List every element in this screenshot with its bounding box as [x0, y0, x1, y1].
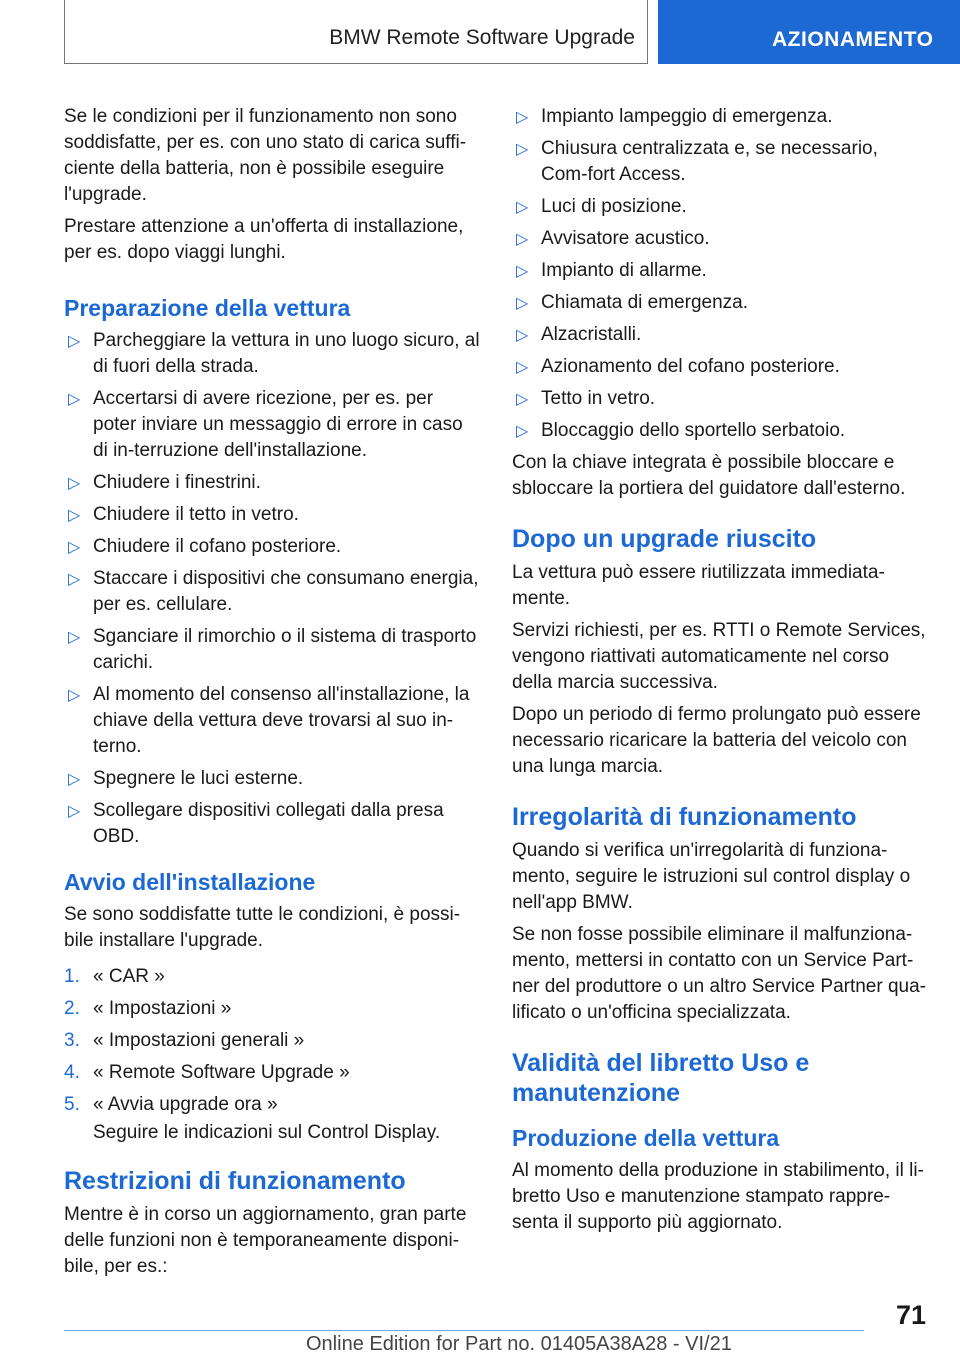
bullet-triangle-icon: ▷ — [68, 771, 81, 788]
list-item: ▷ Parcheggiare la vettura in uno luogo sicuro, al di fuori della strada. — [68, 330, 480, 377]
list-item: ▷ Chiudere il tetto in vetro. — [64, 502, 480, 528]
left-column — [64, 104, 480, 1286]
page-number: 71 — [896, 1300, 927, 1330]
section-tab — [658, 0, 960, 64]
list-item: ▷ Impianto di allarme. — [512, 258, 928, 284]
header-title-box — [64, 0, 648, 64]
bullet-triangle-icon: ▷ — [516, 423, 529, 440]
list-item: ▷ Avvisatore acustico. — [512, 226, 928, 252]
bullet-triangle-icon: ▷ — [516, 391, 529, 408]
list-item: ▷ Staccare i dispositivi che consumano energia, per es. cellulare. — [68, 568, 479, 615]
list-item: ▷ Spegnere le luci esterne. — [64, 766, 480, 792]
start-installation-heading: Avvio dell'installazione — [64, 869, 316, 895]
step-number: 5. — [64, 1094, 80, 1115]
step-item: 2. « Impostazioni » — [64, 996, 480, 1022]
list-item: ▷ Bloccaggio dello sportello serbatoio. — [512, 418, 928, 444]
restrictions-text: Mentre è in corso un aggiornamento, gran parte delle funzioni non è temporaneamente disponi-bile, per es.: — [64, 1204, 467, 1277]
bullet-triangle-icon: ▷ — [68, 629, 81, 646]
step-item: 1. « CAR » — [64, 964, 480, 990]
steps-follow-text: Seguire le indicazioni sul Control Display. — [93, 1122, 441, 1143]
list-item: ▷ Scollegare dispositivi collegati dalla presa OBD. — [68, 800, 444, 847]
list-item: ▷ Chiusura centralizzata e, se necessario, Com-fort Access. — [516, 138, 878, 185]
preparation-list — [64, 328, 480, 850]
start-installation-text: Se sono soddisfatte tutte le condizioni, è possi-bile installare l'upgrade. — [64, 904, 461, 951]
bullet-triangle-icon: ▷ — [68, 391, 81, 408]
step-item: 4. « Remote Software Upgrade » — [64, 1060, 480, 1086]
bullet-triangle-icon: ▷ — [68, 539, 81, 556]
list-item: ▷ Azionamento del cofano posteriore. — [512, 354, 928, 380]
bullet-triangle-icon: ▷ — [68, 475, 81, 492]
production-text: Al momento della produzione in stabilimento, il li-bretto Uso e manutenzione stampato rappre-senta il supporto più aggiornato. — [512, 1160, 924, 1233]
bullet-triangle-icon: ▷ — [68, 803, 81, 820]
list-item: ▷ Sganciare il rimorchio o il sistema di trasporto carichi. — [68, 626, 477, 673]
bullet-triangle-icon: ▷ — [516, 263, 529, 280]
list-item: ▷ Impianto lampeggio di emergenza. — [512, 104, 928, 130]
bullet-triangle-icon: ▷ — [68, 687, 81, 704]
bullet-triangle-icon: ▷ — [68, 571, 81, 588]
step-number: 1. — [64, 966, 80, 987]
malfunction-paragraph-1: Quando si verifica un'irregolarità di funziona-mento, seguire le istruzioni sul control display o nell'app BMW. — [512, 840, 911, 913]
bullet-triangle-icon: ▷ — [68, 333, 81, 350]
bullet-triangle-icon: ▷ — [68, 507, 81, 524]
bullet-triangle-icon: ▷ — [516, 359, 529, 376]
right-column — [512, 104, 928, 1242]
header-title: BMW Remote Software Upgrade — [329, 26, 635, 49]
intro-paragraph-1: Se le condizioni per il funzionamento non sono soddisfatte, per es. con uno stato di carica suffi-ciente della batteria, non è possibile eseguire l'upgrade. — [64, 106, 467, 205]
list-item: ▷ Alzacristalli. — [512, 322, 928, 348]
bullet-triangle-icon: ▷ — [516, 109, 529, 126]
restrictions-heading: Restrizioni di funzionamento — [64, 1167, 406, 1195]
step-item: 3. « Impostazioni generali » — [64, 1028, 480, 1054]
list-item: ▷ Accertarsi di avere ricezione, per es. per poter inviare un messaggio di errore in caso di in-terruzione dell'installazione. — [68, 388, 463, 461]
step-number: 3. — [64, 1030, 80, 1051]
section-tab-label: AZIONAMENTO — [772, 28, 934, 51]
list-item: ▷ Chiudere i finestrini. — [64, 470, 480, 496]
validity-heading: Validità del libretto Uso e manutenzione — [512, 1049, 810, 1107]
after-upgrade-paragraph-2: Servizi richiesti, per es. RTTI o Remote Services, vengono riattivati automaticamente nel corso della marcia successiva. — [512, 620, 926, 693]
step-number: 4. — [64, 1062, 80, 1083]
after-upgrade-heading: Dopo un upgrade riuscito — [512, 525, 817, 553]
bullet-triangle-icon: ▷ — [516, 231, 529, 248]
list-item: ▷ Chiamata di emergenza. — [512, 290, 928, 316]
restrictions-list — [512, 104, 928, 444]
list-item: ▷ Luci di posizione. — [512, 194, 928, 220]
bullet-triangle-icon: ▷ — [516, 141, 529, 158]
production-heading: Produzione della vettura — [512, 1125, 780, 1151]
footer-edition: Online Edition for Part no. 01405A38A28 - VI/21 — [306, 1333, 732, 1355]
key-text: Con la chiave integrata è possibile bloccare e sbloccare la portiera del guidatore dall'esterno. — [512, 452, 906, 499]
bullet-triangle-icon: ▷ — [516, 199, 529, 216]
intro-paragraph-2: Prestare attenzione a un'offerta di installazione, per es. dopo viaggi lunghi. — [64, 216, 464, 263]
bullet-triangle-icon: ▷ — [516, 295, 529, 312]
after-upgrade-paragraph-3: Dopo un periodo di fermo prolungato può essere necessario ricaricare la batteria del veicolo con una lunga marcia. — [512, 704, 921, 777]
list-item: ▷ Chiudere il cofano posteriore. — [64, 534, 480, 560]
steps-list — [64, 964, 480, 1118]
list-item: ▷ Tetto in vetro. — [512, 386, 928, 412]
malfunction-paragraph-2: Se non fosse possibile eliminare il malfunziona-mento, mettersi in contatto con un Service Part-ner del produttore o un altro Service Partner qua-lificato o un'officina specializzata. — [512, 924, 927, 1023]
preparation-heading: Preparazione della vettura — [64, 295, 351, 321]
bullet-triangle-icon: ▷ — [516, 327, 529, 344]
after-upgrade-paragraph-1: La vettura può essere riutilizzata immediata-mente. — [512, 562, 885, 609]
step-item: 5. « Avvia upgrade ora » — [64, 1092, 480, 1118]
malfunction-heading: Irregolarità di funzionamento — [512, 803, 857, 831]
step-number: 2. — [64, 998, 80, 1019]
list-item: ▷ Al momento del consenso all'installazione, la chiave della vettura deve trovarsi al suo in-terno. — [68, 684, 470, 757]
footer-divider — [64, 1330, 864, 1331]
